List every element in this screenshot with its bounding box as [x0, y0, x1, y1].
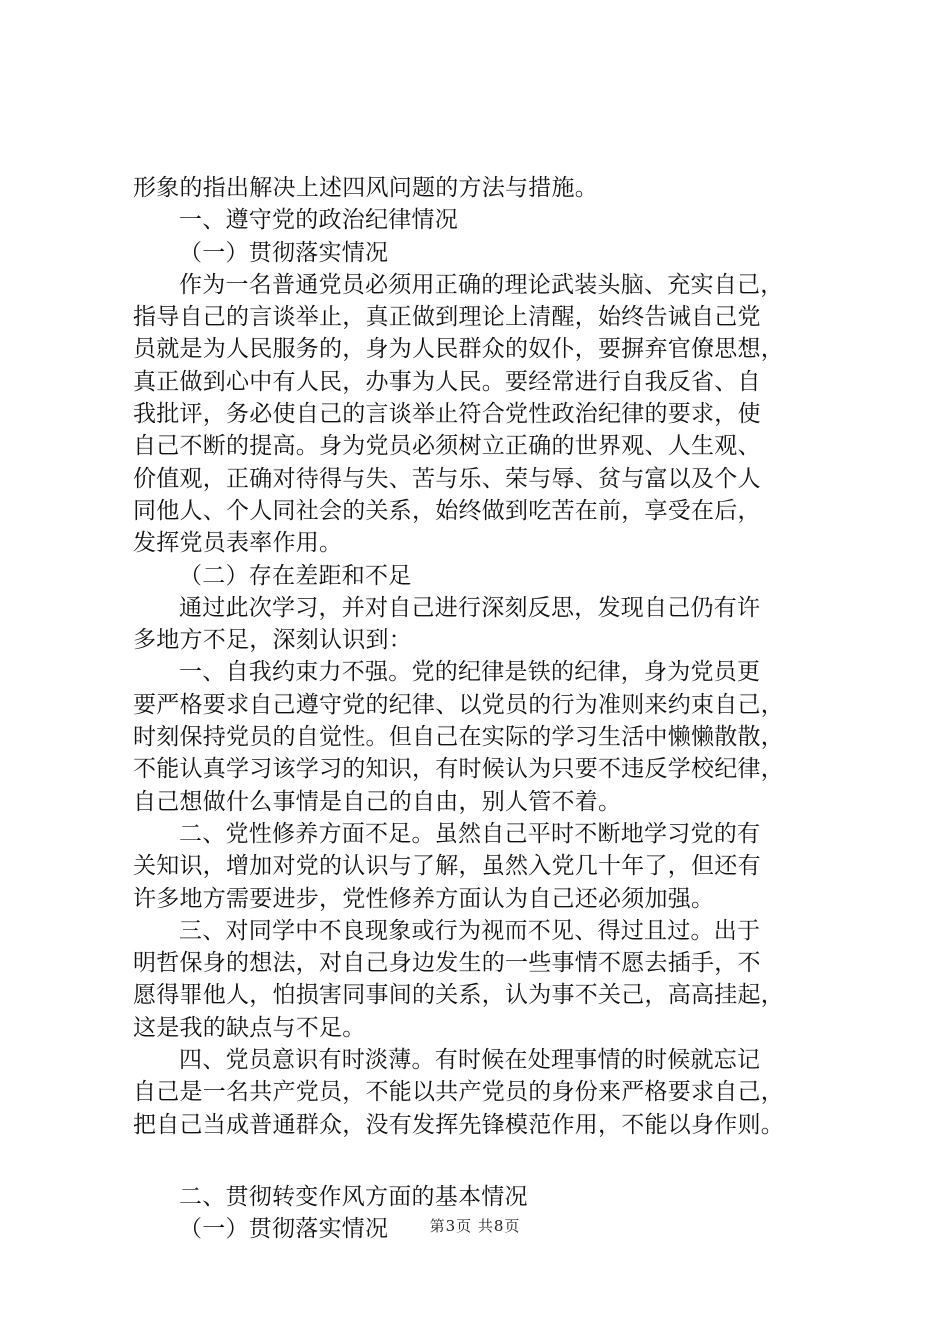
- text-line: 二、党性修养方面不足。虽然自己平时不断地学习党的有: [179, 820, 761, 847]
- text-line: 许多地方需要进步，党性修养方面认为自己还必须加强。: [133, 885, 715, 912]
- text-line: 多地方不足，深刻认识到：: [133, 627, 412, 654]
- text-line: （一）贯彻落实情况: [179, 239, 389, 266]
- text-line: 员就是为人民服务的，身为人民群众的奴仆，要摒弃官僚思想，: [133, 336, 784, 363]
- text-line: 价值观，正确对待得与失、苦与乐、荣与辱、贫与富以及个人: [133, 465, 761, 492]
- text-line: 四、党员意识有时淡薄。有时候在处理事情的时候就忘记: [179, 1047, 761, 1074]
- text-line: 这是我的缺点与不足。: [133, 1014, 366, 1041]
- text-line: 愿得罪他人，怕损害同事间的关系，认为事不关己，高高挂起，: [133, 982, 784, 1009]
- text-line: 明哲保身的想法，对自己身边发生的一些事情不愿去插手，不: [133, 950, 761, 977]
- text-line: 发挥党员表率作用。: [133, 530, 343, 557]
- text-line: 同他人、个人同社会的关系，始终做到吃苦在前，享受在后，: [133, 497, 761, 524]
- text-line: 把自己当成普通群众，没有发挥先锋模范作用，不能以身作则。: [133, 1111, 784, 1138]
- text-line: 通过此次学习，并对自己进行深刻反思，发现自己仍有许: [179, 594, 761, 621]
- text-line: 真正做到心中有人民，办事为人民。要经常进行自我反省、自: [133, 368, 761, 395]
- text-line: 自己想做什么事情是自己的自由，别人管不着。: [133, 788, 622, 815]
- text-line: 我批评，务必使自己的言谈举止符合党性政治纪律的要求，使: [133, 401, 761, 428]
- text-line: 形象的指出解决上述四风问题的方法与措施。: [133, 175, 598, 201]
- text-line: 自己不断的提高。身为党员必须树立正确的世界观、人生观、: [133, 433, 761, 460]
- text-line: 一、自我约束力不强。党的纪律是铁的纪律，身为党员更: [179, 659, 761, 686]
- text-line: 不能认真学习该学习的知识，有时候认为只要不违反学校纪律，: [133, 756, 784, 783]
- text-line: 指导自己的言谈举止，真正做到理论上清醒，始终告诫自己党: [133, 304, 761, 331]
- text-line: 二、贯彻转变作风方面的基本情况: [179, 1183, 528, 1210]
- text-line: 要严格要求自己遵守党的纪律、以党员的行为准则来约束自己，: [133, 691, 784, 718]
- paragraph-gap: [133, 1141, 833, 1181]
- document-body: [133, 172, 833, 1246]
- text-line: 时刻保持党员的自觉性。但自己在实际的学习生活中懒懒散散，: [133, 724, 784, 751]
- text-line: 自己是一名共产党员，不能以共产党员的身份来严格要求自己，: [133, 1079, 784, 1106]
- text-line: （一）贯彻落实情况: [179, 1216, 389, 1243]
- text-line: 关知识，增加对党的认识与了解，虽然入党几十年了，但还有: [133, 853, 761, 880]
- page-footer: 第3页 共8页: [429, 1217, 521, 1235]
- text-line: 作为一名普通党员必须用正确的理论武装头脑、充实自己，: [179, 271, 784, 298]
- text-line: （二）存在差距和不足: [179, 562, 412, 589]
- text-line: 一、遵守党的政治纪律情况: [179, 207, 458, 234]
- text-line: 三、对同学中不良现象或行为视而不见、得过且过。出于: [179, 917, 761, 944]
